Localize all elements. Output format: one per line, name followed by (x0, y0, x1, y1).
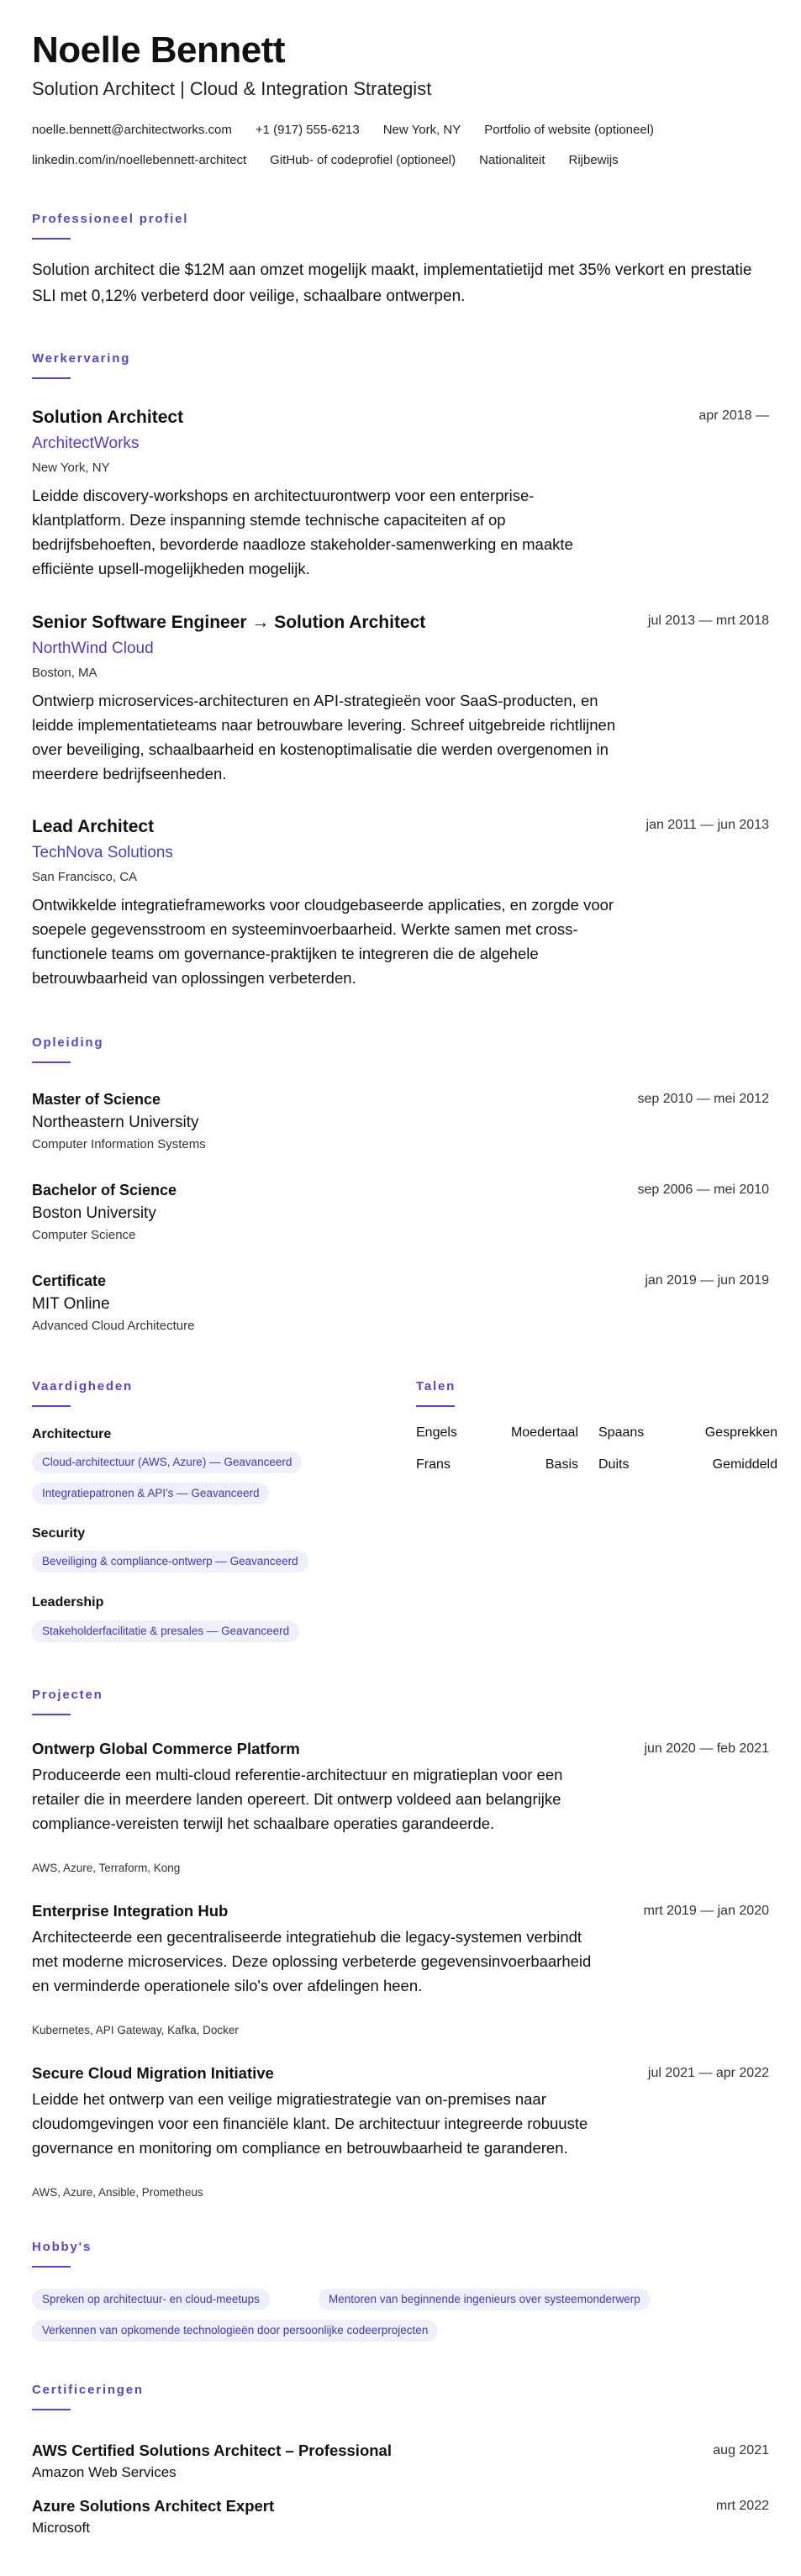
language-level: Moedertaal (510, 1425, 578, 1440)
contact-line-2 (32, 152, 769, 169)
language-level: Gemiddeld (712, 1457, 777, 1472)
project-description: Leidde het ontwerp van een veilige migratiestrategie van on-premises naar cloudomgevingen voor een financiële klant. De architectuur integreerde robuuste governance en monitoring om compliance en betrouwbaarheid te garanderen. (32, 2090, 588, 2157)
language-name: Duits (598, 1457, 630, 1472)
certification-name: AWS Certified Solutions Architect – Professional (32, 2442, 392, 2459)
certification-entry (32, 2496, 769, 2540)
skill-category: Leadership (32, 1595, 104, 1609)
certification-entry (32, 2441, 769, 2484)
education-date: jan 2019 — jun 2019 (645, 1273, 769, 1288)
education-date: sep 2006 — mei 2010 (637, 1183, 769, 1197)
section-title-hobbies: Hobby's (32, 2240, 92, 2254)
contact-github[interactable]: GitHub- of codeprofiel (optioneel) (270, 153, 456, 167)
project-title: Secure Cloud Migration Initiative (32, 2064, 274, 2082)
job-title: Senior Software Engineer → Solution Architect (32, 613, 426, 632)
job-entry (32, 406, 769, 591)
job-company: NorthWind Cloud (32, 640, 154, 657)
education-field: Computer Information Systems (32, 1137, 206, 1151)
education-school: Boston University (32, 1204, 156, 1222)
certification-name: Azure Solutions Architect Expert (32, 2497, 275, 2515)
candidate-name: Noelle Bennett (32, 29, 286, 71)
section-divider (32, 2266, 71, 2268)
education-degree: Master of Science (32, 1091, 161, 1108)
project-tech: Kubernetes, API Gateway, Kafka, Docker (32, 2024, 239, 2036)
section-title-projects: Projecten (32, 1688, 103, 1702)
section-divider (32, 1061, 71, 1063)
job-description: Ontwierp microservices-architecturen en API-strategieën voor SaaS-producten, en leidde implementatieteams naar betrouwbare levering. Schreef uitgebreide richtlijnen over beveiliging, schaalbaarheid en kostenoptimalisatie die werden overgenomen in meerdere bedrijfseenheden. (32, 692, 616, 782)
education-school: Northeastern University (32, 1114, 199, 1131)
section-title-experience: Werkervaring (32, 351, 131, 366)
certification-issuer: Microsoft (32, 2520, 90, 2536)
education-field: Advanced Cloud Architecture (32, 1319, 195, 1333)
certification-issuer: Amazon Web Services (32, 2464, 177, 2480)
job-title: Lead Architect (32, 817, 155, 836)
job-title: Solution Architect (32, 408, 184, 427)
contact-nationality: Nationaliteit (479, 153, 545, 167)
education-date: sep 2010 — mei 2012 (637, 1092, 769, 1106)
skill-chip: Stakeholderfacilitatie & presales — Geavanceerd (32, 1620, 299, 1642)
language-name: Spaans (598, 1425, 645, 1440)
section-title-profile: Professioneel profiel (32, 212, 189, 226)
language-level: Gesprekken (704, 1425, 777, 1440)
skill-category: Security (32, 1526, 86, 1541)
section-title-education: Opleiding (32, 1035, 104, 1050)
section-divider (32, 238, 71, 240)
job-entry (32, 611, 769, 796)
project-entry (32, 1901, 769, 2052)
education-entry (32, 1271, 769, 1346)
section-divider (416, 1405, 455, 1407)
job-date: jul 2013 — mrt 2018 (647, 614, 769, 628)
project-description: Architecteerde een gecentraliseerde integratiehub die legacy-systemen verbindt met moderne microservices. Deze oplossing verbeterde gegevensinvoerbaarheid en verminderde operationele silo's over afdelingen heen. (32, 1928, 592, 1994)
hobby-chip: Verkennen van opkomende technologieën door persoonlijke codeerprojecten (32, 2320, 438, 2342)
skill-chip: Cloud-architectuur (AWS, Azure) — Geavanceerd (32, 1451, 302, 1473)
project-description: Produceerde een multi-cloud referentie-architectuur en migratieplan voor een retailer die in meerdere landen opereert. Dit ontwerp voldeed aan belangrijke compliance-vereisten terwijl het schaalbare operaties garandeerde. (32, 1766, 563, 1832)
language-row (416, 1456, 777, 1474)
language-name: Engels (416, 1425, 457, 1440)
skill-category: Architecture (32, 1427, 112, 1441)
job-description: Leidde discovery-workshops en architectuurontwerp voor een enterprise-klantplatform. Deze inspanning stemde technische capaciteiten af op bedrijfsbehoeften, bevorderde naadloze stakeholder-samenwerking en maakte efficiënte upsell-mogelijkheden mogelijk. (32, 487, 573, 577)
section-divider (32, 377, 71, 379)
language-row (416, 1424, 777, 1442)
section-title-certifications: Certificeringen (32, 2383, 144, 2397)
project-title: Ontwerp Global Commerce Platform (32, 1740, 300, 1757)
contact-linkedin[interactable]: linkedin.com/in/noellebennett-architect (32, 153, 247, 167)
job-location: San Francisco, CA (32, 870, 138, 884)
section-divider (32, 1714, 71, 1715)
skill-chip: Beveiliging & compliance-ontwerp — Geavanceerd (32, 1551, 308, 1572)
candidate-title: Solution Architect | Cloud & Integration Strategist (32, 78, 432, 99)
education-entry (32, 1089, 769, 1165)
education-entry (32, 1180, 769, 1256)
contact-phone[interactable]: +1 (917) 555-6213 (255, 123, 360, 137)
skill-chip: Integratiepatronen & API's — Geavanceerd (32, 1483, 269, 1504)
job-date: apr 2018 — (698, 408, 769, 423)
project-date: mrt 2019 — jan 2020 (643, 1904, 769, 1918)
language-name: Frans (416, 1457, 451, 1472)
section-divider (32, 2409, 71, 2410)
hobby-chip: Mentoren van beginnende ingenieurs over systeemonderwerp (319, 2289, 651, 2310)
profile-summary: Solution architect die $12M aan omzet mogelijk maakt, implementatietijd met 35% verkort en prestatie SLI met 0,12% verbeterd door veilige, schaalbare ontwerpen. (32, 261, 752, 305)
project-date: jul 2021 — apr 2022 (647, 2066, 769, 2080)
job-description: Ontwikkelde integratieframeworks voor cloudgebaseerde applicaties, en zorgde voor soepele gegevensstroom en systeeminvoerbaarheid. Werkte samen met cross-functionele teams om governance-praktijken te integreren die de algehele betrouwbaarheid van oplossingen verbeterden. (32, 896, 614, 987)
education-degree: Bachelor of Science (32, 1182, 177, 1198)
certification-date: aug 2021 (713, 2443, 769, 2457)
education-degree: Certificate (32, 1272, 107, 1289)
job-company: ArchitectWorks (32, 435, 140, 452)
job-entry (32, 815, 769, 1000)
section-divider (32, 1405, 71, 1407)
project-tech: AWS, Azure, Ansible, Prometheus (32, 2186, 203, 2199)
certification-date: mrt 2022 (715, 2499, 769, 2513)
section-title-languages: Talen (416, 1379, 456, 1393)
project-entry (32, 1739, 769, 1890)
contact-line-1 (32, 122, 769, 139)
job-location: New York, NY (32, 461, 110, 475)
job-company: TechNova Solutions (32, 844, 173, 861)
language-level: Basis (545, 1457, 578, 1472)
project-entry (32, 2063, 769, 2215)
job-location: Boston, MA (32, 666, 97, 680)
project-tech: AWS, Azure, Terraform, Kong (32, 1862, 181, 1874)
contact-portfolio[interactable]: Portfolio of website (optioneel) (484, 123, 655, 137)
contact-email[interactable]: noelle.bennett@architectworks.com (32, 123, 232, 137)
contact-license: Rijbewijs (568, 153, 619, 167)
contact-location: New York, NY (382, 123, 461, 137)
section-title-skills: Vaardigheden (32, 1379, 133, 1393)
project-date: jun 2020 — feb 2021 (644, 1741, 769, 1756)
hobby-chip: Spreken op architectuur- en cloud-meetups (32, 2289, 270, 2310)
project-title: Enterprise Integration Hub (32, 1902, 229, 1920)
education-field: Computer Science (32, 1228, 136, 1242)
job-date: jan 2011 — jun 2013 (646, 818, 769, 832)
education-school: MIT Online (32, 1295, 110, 1313)
